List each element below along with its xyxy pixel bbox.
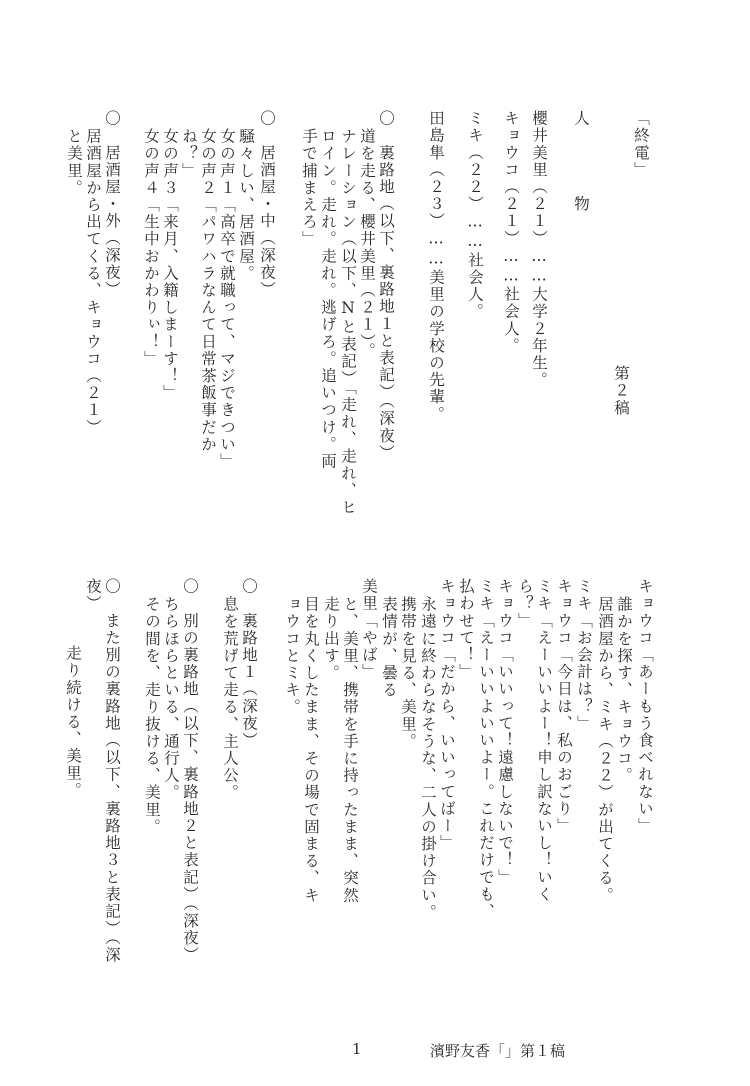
action-line: 息を荒げて走る、主人公。	[221, 596, 239, 802]
action-line: 騒々しい、居酒屋。	[237, 128, 255, 282]
dialogue-line: ね？」	[180, 128, 198, 180]
action-line: 居酒屋から、ミキ（２２）が出てくる。	[596, 596, 614, 904]
action-line: と美里。	[65, 128, 83, 197]
dialogue-line: ナレーション（以下、Nと表記）「走れ、走れ、ヒ	[339, 128, 357, 517]
dialogue-line: 美里「やば」	[360, 578, 378, 681]
dialogue-line: 手で捕まえろ」	[300, 128, 318, 248]
action-line: 表情が、曇る	[380, 596, 398, 699]
dialogue-line: キョウコ「だから、いいってばー」	[438, 578, 456, 852]
action-line: 道を走る、櫻井美里（２１）。	[358, 128, 376, 360]
cast-heading: 人 物	[572, 110, 590, 213]
action-line: その間を、走り抜ける、美里。	[143, 596, 161, 836]
scene-heading-alley3-cont: 夜）	[84, 578, 102, 613]
dialogue-line: 女の声３「来月、入籍しまーす！」	[161, 128, 179, 402]
action-line: 携帯を見る、美里。	[399, 596, 417, 750]
scene-heading-alley3: 〇 また別の裏路地（以下、裏路地３と表記）（深	[103, 578, 121, 964]
dialogue-line: キョウコ「今日は、私のおごり」	[555, 578, 573, 835]
dialogue-line: ら？」	[516, 578, 534, 630]
dialogue-line: キョウコ「いいって！遠慮しないで！」	[496, 578, 514, 886]
action-line: 誰かを探す、キョウコ。	[615, 596, 633, 785]
dialogue-line: 女の声４「生中おかわりぃ！」	[142, 128, 160, 368]
page-number: 1	[352, 1040, 362, 1058]
dialogue-line: ミキ「えーいいよー！申し訳ないし！いく	[535, 578, 553, 903]
action-line: 走り出す。	[322, 596, 340, 682]
cast-line-misato: 櫻井美里（２１）……大学２年生。	[530, 110, 548, 389]
draft-label: 第２稿	[612, 365, 630, 417]
action-line: 目を丸くしたまま、その場で固まる、キ	[302, 596, 320, 904]
dialogue-line: 女の声１「高卒で就職って、マジできつい」	[218, 128, 236, 470]
action-line: ちらほらといる、通行人。	[162, 596, 180, 802]
scene-heading-izakaya-out: 〇 居酒屋・外（深夜）	[103, 110, 121, 299]
dialogue-line: ロイン。走れ。走れ。逃げろ。追いつけ。両	[319, 128, 337, 470]
scene-heading-alley2: 〇 別の裏路地（以下、裏路地２と表記）（深夜）	[181, 578, 199, 964]
dialogue-line: キョウコ「あーもう食べれない」	[636, 578, 654, 835]
author-line: 濱野友香「」第１稿	[430, 1042, 566, 1060]
dialogue-line: ミキ「えーいいよいいよー。これだけでも、	[477, 578, 495, 920]
script-title: 「終電」	[632, 110, 650, 179]
cast-line-kyoko: キョウコ（２１）……社会人。	[502, 110, 520, 355]
dialogue-line: 払わせて！」	[457, 578, 475, 681]
scene-heading-izakaya-in: 〇 居酒屋・中（深夜）	[258, 110, 276, 299]
scene-heading-alley1: 〇 裏路地（以下、裏路地１と表記）（深夜）	[377, 110, 395, 462]
dialogue-line: ミキ「お会計は？」	[575, 578, 593, 732]
scene-heading-alley1-return: 〇 裏路地１（深夜）	[240, 578, 258, 749]
action-line: ョウコとミキ。	[283, 596, 301, 716]
action-line: 永遠に終わらなそうな、二人の掛け合い。	[419, 596, 437, 921]
cast-line-miki: ミキ（２２）……社会人。	[466, 110, 484, 321]
cast-line-tajima: 田島隼（２３）……美里の学校の先輩。	[427, 110, 445, 423]
action-line: 居酒屋から出てくる、キョウコ（２１）	[84, 128, 102, 436]
action-line: と、美里、携帯を手に持ったまま、突然	[341, 596, 359, 904]
action-line: 走り続ける、美里。	[64, 645, 82, 799]
dialogue-line: 女の声２「パワハラなんて日常茶飯事だか	[199, 128, 217, 453]
